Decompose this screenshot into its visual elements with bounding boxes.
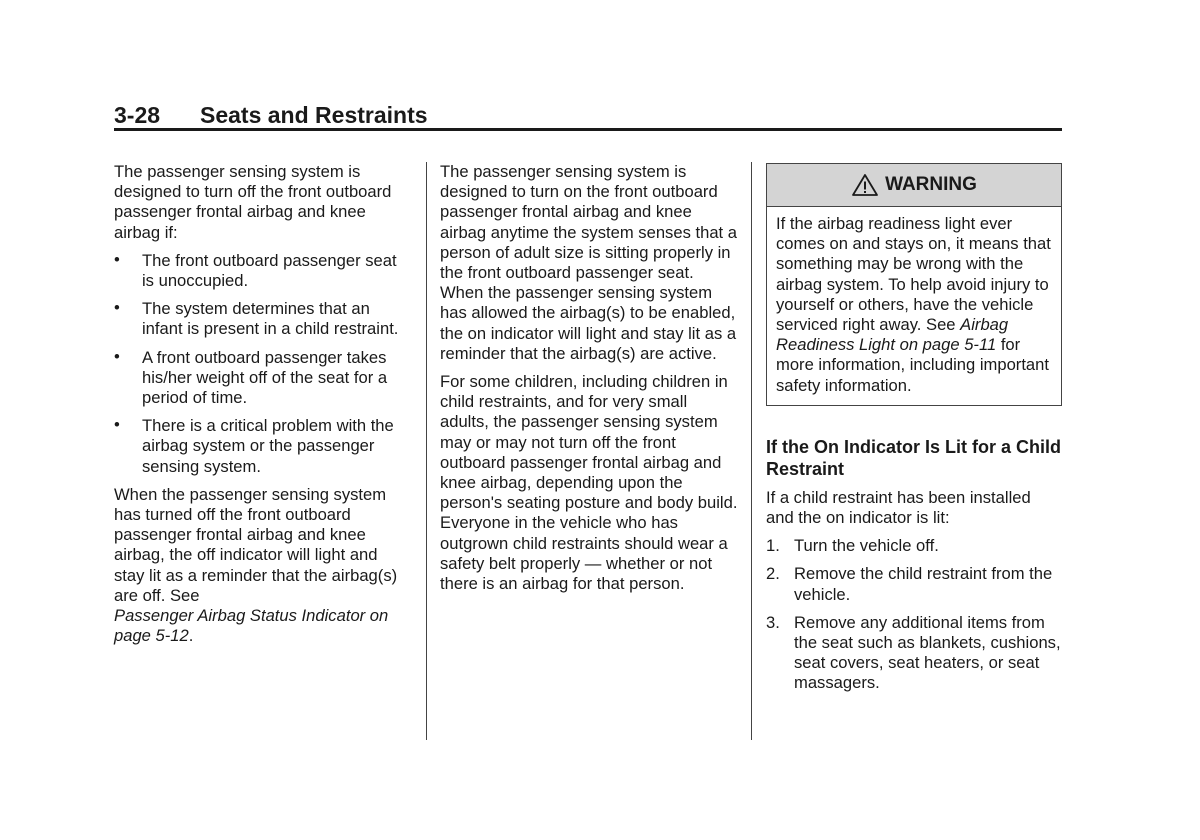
on-indicator-paragraph: The passenger sensing system is designed to turn on the front outboard passenger frontal airbag and knee airbag anytime the system senses that a person of adult size is sitting properly in the front outboard passenger seat. When the passenger sensing system has allowed the airbag(s) to be enabled, the on indicator will light and stay lit as a reminder that the airbag(s) are active. (440, 162, 737, 363)
numbered-list (766, 536, 1062, 693)
cross-reference-link[interactable]: Airbag Readiness Light on page 5-11 (776, 315, 1009, 355)
cross-reference-link[interactable]: Passenger Airbag Status Indicator on page 5-12 (114, 606, 389, 646)
list-item (114, 299, 404, 339)
warning-text: If the airbag readiness light ever comes on and stays on, it means that something may be wrong with the airbag system. To help avoid injury to yourself or others, have the vehicle serviced right away. See (776, 214, 1051, 335)
off-indicator-paragraph (114, 485, 404, 647)
children-paragraph: For some children, including children in child restraints, and for very small adults, the passenger sensing system may or may not turn off the front outboard passenger frontal airbag and knee airbag, depending upon the person's seating posture and body build. Everyone in the vehicle who has outgrown child restraints should wear a safety belt properly — whether or not there is an airbag for that person. (440, 372, 738, 594)
sub-heading: If the On Indicator Is Lit for a Child Restraint (766, 436, 1062, 479)
list-item-text: The system determines that an infant is present in a child restraint. (142, 299, 399, 339)
warning-body (767, 207, 1061, 405)
warning-header (767, 164, 1061, 207)
warning-triangle-icon (851, 173, 879, 197)
list-item (766, 564, 1062, 604)
list-item-text: There is a critical problem with the airbag system or the passenger sensing system. (142, 416, 394, 476)
bullet-list (114, 251, 404, 477)
list-item (766, 613, 1062, 694)
bullet-icon: • (114, 415, 120, 435)
step-text: Turn the vehicle off. (794, 536, 939, 556)
step-text: Remove the child restraint from the vehicle. (794, 564, 1053, 604)
warning-box (766, 163, 1062, 406)
intro-paragraph: The passenger sensing system is designed to turn off the front outboard passenger frontal airbag and knee airbag if: (114, 162, 392, 242)
warning-text-end: for more information, including important safety information. (776, 335, 1050, 395)
column-divider (426, 162, 427, 740)
list-item (114, 348, 404, 409)
bullet-icon: • (114, 346, 120, 366)
step-number: 3. (766, 612, 780, 632)
header-rule (114, 128, 1062, 131)
step-text: Remove any additional items from the seat such as blankets, cushions, seat covers, seat heaters, or seat massagers. (794, 612, 1061, 693)
column-left (114, 162, 404, 654)
steps-intro: If a child restraint has been installed and the on indicator is lit: (766, 487, 1031, 528)
step-number: 2. (766, 564, 780, 584)
list-item (114, 416, 404, 477)
step-number: 1. (766, 536, 780, 556)
warning-title: WARNING (885, 173, 977, 195)
paragraph-end: . (188, 626, 194, 646)
list-item (766, 536, 1062, 556)
paragraph-text: When the passenger sensing system has turned off the front outboard passenger frontal airbag and knee airbag, the off indicator will light and stay lit as a reminder that the airbag(s) are off. See (114, 484, 398, 605)
section-title: Seats and Restraints (200, 102, 428, 128)
list-item-text: A front outboard passenger takes his/her weight off of the seat for a period of time. (142, 347, 388, 408)
list-item (114, 251, 404, 291)
bullet-icon: • (114, 249, 120, 269)
page-number: 3-28 (114, 102, 161, 128)
list-item-text: The front outboard passenger seat is unoccupied. (142, 250, 397, 291)
column-right (766, 162, 1062, 702)
column-middle (440, 162, 740, 602)
column-divider (751, 162, 752, 740)
page-header (114, 100, 1062, 130)
bullet-icon: • (114, 298, 120, 318)
